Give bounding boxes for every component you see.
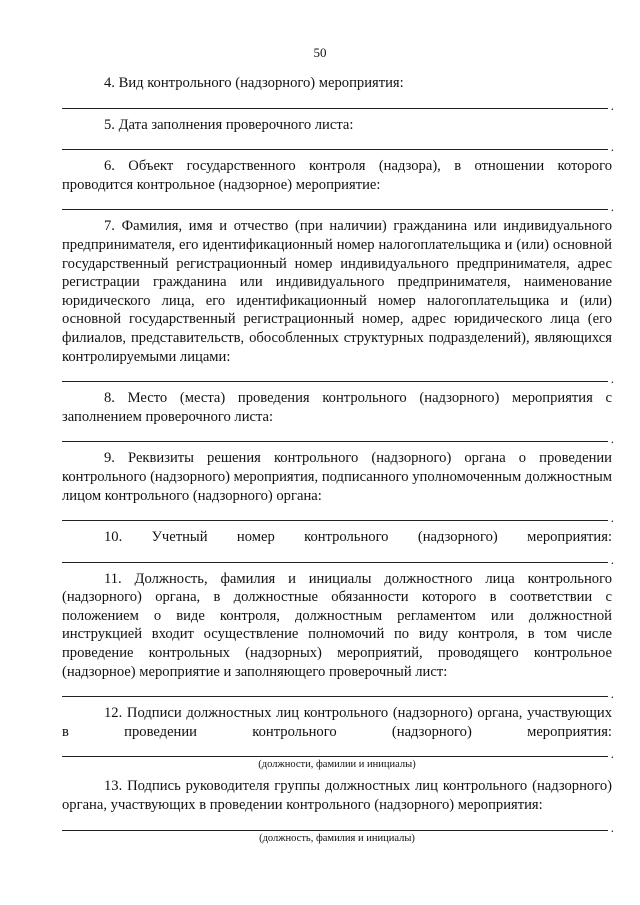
fill-line-13[interactable]: . (62, 815, 608, 831)
page-number: 50 (313, 45, 327, 60)
form-content (62, 74, 612, 851)
item-4: 4. Вид контрольного (надзорного) мероприятия: (104, 75, 404, 91)
item-6: 6. Объект государственного контроля (надзора), в отношении которого проводится контрольное (надзорное) мероприятие: (62, 158, 612, 193)
fill-line-7[interactable]: . (62, 366, 608, 382)
item-7: 7. Фамилия, имя и отчество (при наличии) гражданина или индивидуального предпринимателя, его идентификационный номер налогоплательщика и (или) основной государственный регистрационный номер индивидуального предпринимателя, адрес регистрации гражданина или индивидуального предпринимателя, наименование юридического лица, его идентификационный номер налогоплательщика и (или) основной государственный регистрационный номер, адрес юридического лица (его филиалов, представительств, обособленных структурных подразделений), являющихся контролируемыми лицами: (62, 218, 612, 365)
caption-13: (должность, фамилия и инициалы) (259, 832, 415, 844)
item-9: 9. Реквизиты решения контрольного (надзорного) органа о проведении контрольного (надзорного) мероприятия, подписанного уполномоченным должностным лицом контрольного (надзорного) органа: (62, 450, 612, 504)
fill-line-5[interactable]: . (62, 134, 608, 150)
item-11: 11. Должность, фамилия и инициалы должностного лица контрольного (надзорного) органа, в должностные обязанности которого в соответствии с положением о виде контроля, должностным регламентом или должностной инструкцией входит осуществление полномочий по виду контроля, в том числе проведение контрольных (надзорных) мероприятий, проводящего контрольное (надзорное) мероприятие и заполняющего проверочный лист: (62, 570, 612, 680)
fill-line-10[interactable]: . (62, 547, 608, 563)
fill-line-9[interactable]: . (62, 505, 608, 521)
fill-line-11[interactable]: . (62, 681, 608, 697)
fill-line-8[interactable]: . (62, 426, 608, 442)
caption-12: (должности, фамилии и инициалы) (258, 759, 416, 771)
fill-line-6[interactable]: . (62, 194, 608, 210)
item-13: 13. Подпись руководителя группы должностных лиц контрольного (надзорного) органа, участвующих в проведении контрольного (надзорного) мероприятия: (62, 778, 612, 814)
fill-line-4[interactable]: . (62, 93, 608, 109)
item-10: 10. Учетный номер контрольного (надзорного) мероприятия: (104, 529, 612, 546)
fill-line-12[interactable]: . (62, 741, 608, 757)
item-12: 12. Подписи должностных лиц контрольного (надзорного) органа, участвующих в проведении контрольного (надзорного) мероприятия: (62, 705, 612, 740)
item-8: 8. Место (места) проведения контрольного (надзорного) мероприятия с заполнением проверочного листа: (62, 390, 612, 425)
item-5: 5. Дата заполнения проверочного листа: (104, 116, 354, 133)
